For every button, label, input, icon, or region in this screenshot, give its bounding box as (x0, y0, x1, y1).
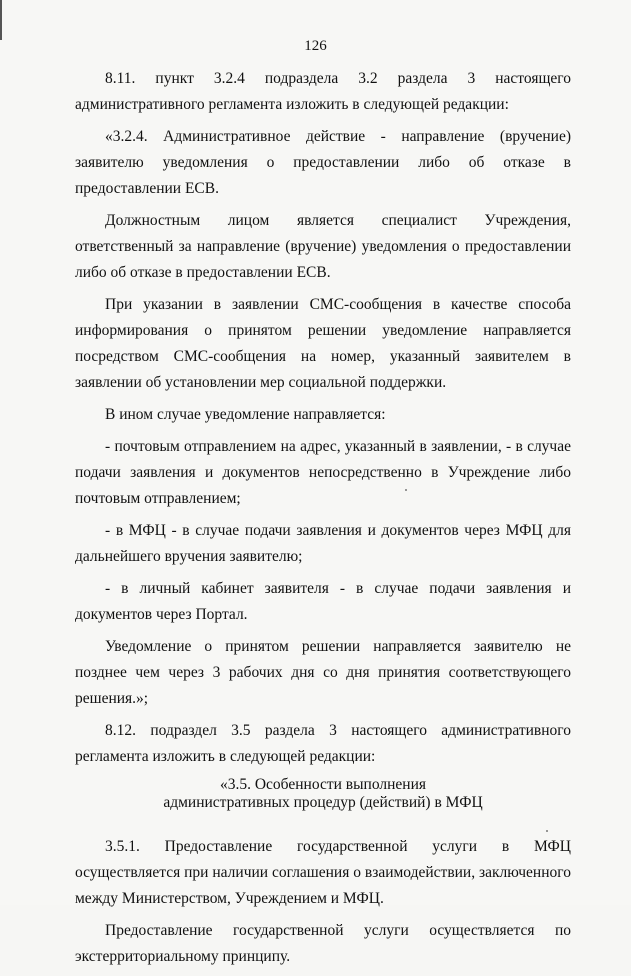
paragraph-official: Должностным лицом является специалист Учреждения, ответственный за направление (вручение) уведомления о предоставлении либо об отказе в предоставлении ЕСВ. (75, 212, 571, 281)
section-heading-line-1: «3.5. Особенности выполнения (219, 776, 426, 793)
document-body (75, 66, 571, 976)
paragraph-3-5-1: 3.5.1. Предоставление государственной услуги в МФЦ осуществляется при наличии соглашения о взаимодействии, заключенного между Министерством, Учреждением и МФЦ. (75, 838, 571, 907)
paragraph-otherwise: В ином случае уведомление направляется: (105, 406, 386, 423)
list-item-post: - почтовым отправлением на адрес, указанный в заявлении, - в случае подачи заявления и документов непосредственно в Учреждение либо почтовым отправлением; (75, 438, 571, 507)
page-number: 126 (304, 38, 327, 54)
paragraph-deadline: Уведомление о принятом решении направляется заявителю не позднее чем через 3 рабочих дня со дня принятия соответствующего решения.»; (75, 638, 571, 707)
list-item-cabinet: - в личный кабинет заявителя - в случае подачи заявления и документов через Портал. (75, 580, 571, 623)
scan-speck (546, 830, 548, 832)
list-item-mfc: - в МФЦ - в случае подачи заявления и документов через МФЦ для дальнейшего вручения заявителю; (75, 522, 571, 565)
section-heading-3-5 (75, 776, 571, 812)
paragraph-extraterritorial: Предоставление государственной услуги осуществляется по экстерриториальному принципу. (75, 922, 571, 965)
paragraph-3-2-4: «3.2.4. Административное действие - направление (вручение) заявителю уведомления о предоставлении либо об отказе в предоставлении ЕСВ. (75, 128, 571, 197)
scan-speck (405, 489, 407, 491)
section-heading-line-2: административных процедур (действий) в МФЦ (163, 794, 483, 811)
paragraph-8-12: 8.12. подраздел 3.5 раздела 3 настоящего административного регламента изложить в следующей редакции: (75, 722, 571, 765)
scan-edge-mark (0, 0, 2, 40)
paragraph-8-11: 8.11. пункт 3.2.4 подраздела 3.2 раздела 3 настоящего административного регламента изложить в следующей редакции: (75, 70, 571, 113)
paragraph-sms: При указании в заявлении СМС-сообщения в качестве способа информирования о принятом решении уведомление направляется посредством СМС-сообщения на номер, указанный заявителем в заявлении об установлении мер социальной поддержки. (75, 296, 571, 391)
